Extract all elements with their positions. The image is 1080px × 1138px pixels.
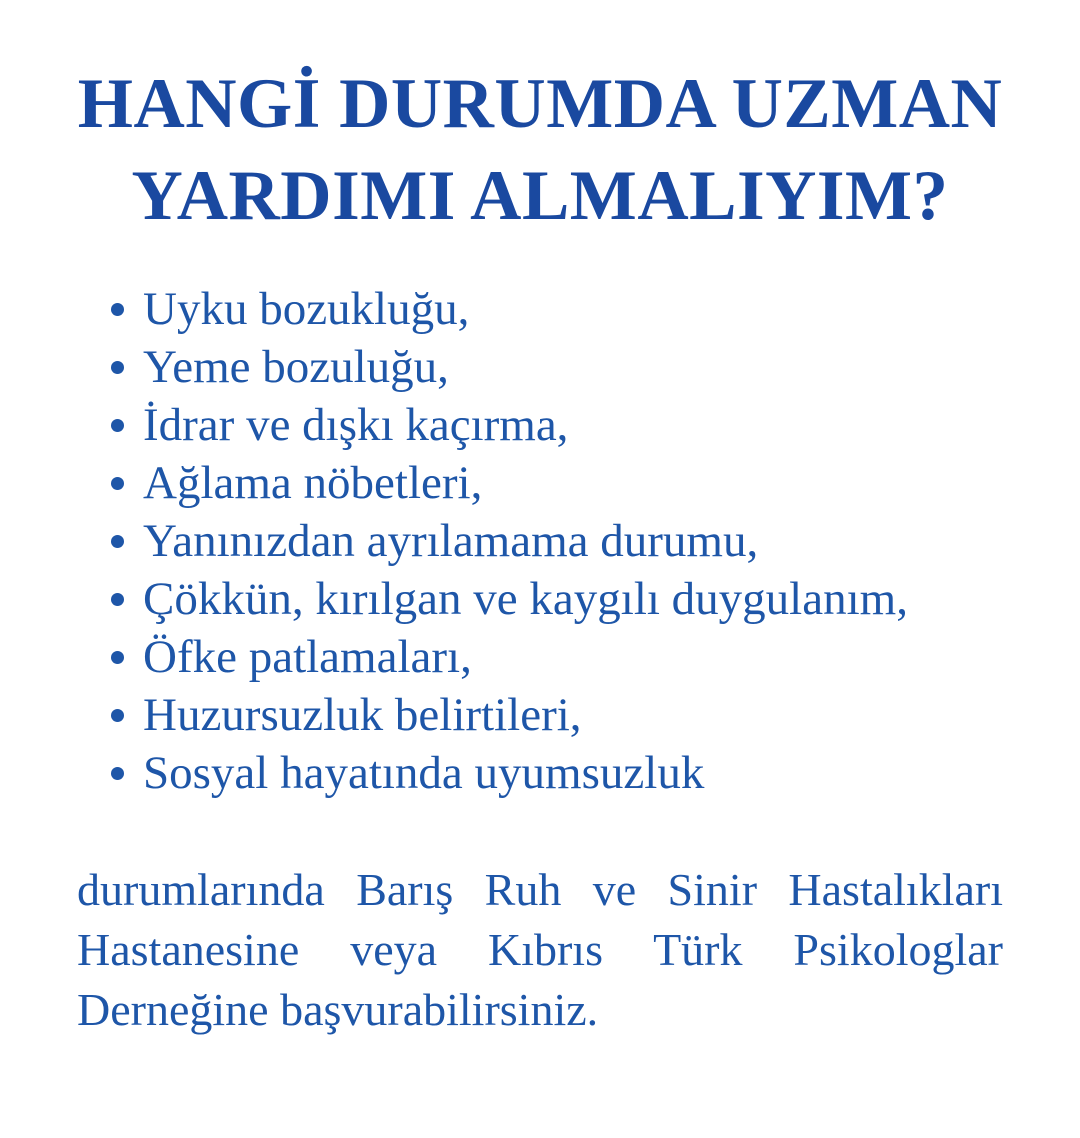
list-item xyxy=(111,686,1080,744)
bullet-icon xyxy=(111,303,124,316)
bullet-icon xyxy=(111,477,124,490)
paragraph-line: Derneğine başvurabilirsiniz. xyxy=(77,984,599,1035)
list-item xyxy=(111,454,1080,512)
list-item xyxy=(111,280,1080,338)
bullet-icon xyxy=(111,709,124,722)
list-item-text: Yeme bozuluğu, xyxy=(143,341,449,393)
list-item xyxy=(111,744,1080,802)
bullet-icon xyxy=(111,361,124,374)
bullet-icon xyxy=(111,767,124,780)
bullet-icon xyxy=(111,593,124,606)
page-title xyxy=(40,58,1040,242)
footer-paragraph xyxy=(77,860,1003,1040)
bullet-icon xyxy=(111,535,124,548)
paragraph-line: durumlarında Barış Ruh ve Sinir Hastalıkları xyxy=(77,864,1003,915)
list-item-text: Öfke patlamaları, xyxy=(143,631,472,683)
bullet-icon xyxy=(111,651,124,664)
title-line-1: HANGİ DURUMDA UZMAN xyxy=(77,65,1003,143)
list-item-text: İdrar ve dışkı kaçırma, xyxy=(143,399,569,451)
list-item-text: Çökkün, kırılgan ve kaygılı duygulanım, xyxy=(143,573,908,625)
list-item-text: Yanınızdan ayrılamama durumu, xyxy=(143,515,759,567)
list-item xyxy=(111,512,1080,570)
paragraph-line: Hastanesine veya Kıbrıs Türk Psikologlar xyxy=(77,924,1003,975)
list-item-text: Sosyal hayatında uyumsuzluk xyxy=(143,747,705,799)
list-item-text: Huzursuzluk belirtileri, xyxy=(143,689,582,741)
list-item-text: Ağlama nöbetleri, xyxy=(143,457,483,509)
list-item xyxy=(111,396,1080,454)
symptom-list xyxy=(0,280,1080,802)
bullet-icon xyxy=(111,419,124,432)
list-item xyxy=(111,338,1080,396)
infographic-card xyxy=(0,58,1080,1138)
list-item xyxy=(111,570,1080,628)
list-item xyxy=(111,628,1080,686)
list-item-text: Uyku bozukluğu, xyxy=(143,283,470,335)
title-line-2: YARDIMI ALMALIYIM? xyxy=(131,157,949,235)
